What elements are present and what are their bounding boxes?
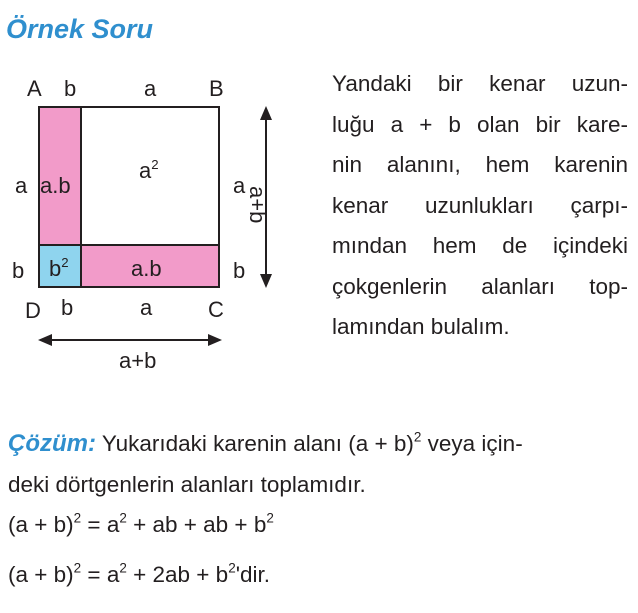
vertex-a-label: A: [27, 76, 42, 101]
problem-text: [332, 64, 628, 348]
small-square-area-label: $b^2$: [49, 254, 69, 281]
problem-line: luğu a + b olan bir kare-: [332, 111, 628, 137]
equation-2: $(a + b)^2 = a^2 + 2ab + b^2'dir$.: [8, 560, 271, 587]
top-a-label: a: [144, 76, 157, 101]
problem-line: mından hem de içindeki: [332, 233, 628, 258]
square-figure: [0, 0, 320, 400]
left-b-label: b: [12, 258, 25, 283]
bottom-rect-area-label: a.b: [131, 256, 162, 281]
left-a-label: a: [15, 173, 28, 198]
right-b-label: b: [233, 258, 246, 283]
vertical-total-label: a+b: [245, 186, 270, 224]
top-b-label: b: [64, 76, 77, 101]
vertex-b-label: B: [209, 76, 224, 101]
equation-1: $(a + b)^2 = a^2$ + ab + ab + $b^2$: [8, 510, 274, 537]
solution-line-2: deki dörtgenlerin alanları toplamıdır.: [8, 471, 366, 497]
bottom-a-label: a: [140, 295, 153, 320]
problem-line: kenar uzunlukları çarpı-: [332, 192, 628, 218]
solution-line-1: Çözüm: Yukarıdaki karenin alanı $(a + b)^2$ veya için-: [8, 429, 523, 457]
horizontal-dimension-arrow: [38, 330, 222, 350]
vertex-c-label: C: [208, 297, 224, 322]
solution-text: [8, 424, 630, 505]
big-square-area-label: $a^2$: [139, 156, 159, 183]
problem-line: Yandaki bir kenar uzun-: [332, 71, 628, 96]
problem-line: lamından bulalım.: [332, 314, 510, 339]
problem-line: çokgenlerin alanları top-: [332, 273, 628, 299]
bottom-b-label: b: [61, 295, 74, 320]
example-title: Örnek Soru: [6, 14, 154, 44]
vertex-d-label: D: [25, 298, 41, 323]
solution-label: Çözüm:: [8, 430, 96, 457]
problem-line: nin alanını, hem karenin: [332, 152, 628, 177]
left-rect-area-label: a.b: [40, 173, 71, 198]
horizontal-total-label: a+b: [119, 348, 157, 373]
right-a-label: a: [233, 173, 246, 198]
